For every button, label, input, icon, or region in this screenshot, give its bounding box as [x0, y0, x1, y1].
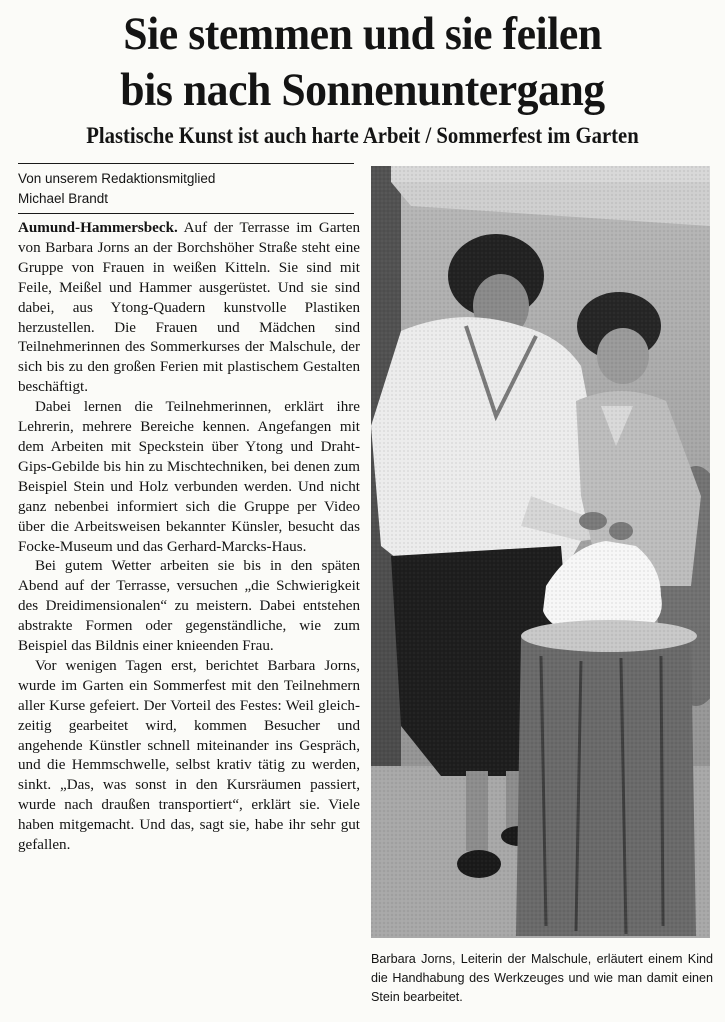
byline-line-1: Von unserem Redaktionsmitglied: [18, 171, 216, 186]
article-dateline: Aumund-Hammersbeck.: [18, 220, 178, 236]
byline-author-name: Michael Brandt: [18, 191, 109, 206]
article-paragraph-1-text: Auf der Terrasse im Garten von Barbara Jorns an der Borchshöher Straße steht eine Gruppe von Frauen in weißen Kitteln. Sie sind mit Feile, Meißel und Hammer ausgerüstet. Und sie sind dabei, aus Ytong-Quadern kunstvolle Plastiken herzustellen. Die Frauen und Mädchen sind Teilnehmerinnen des Sommerkurses der Malschule, der sich bis zu den großen Ferien mit plastischem Gestalten beschäftigt.: [18, 220, 360, 396]
headline: [25, 6, 699, 118]
subheadline: Plastische Kunst ist auch harte Arbeit / Sommerfest im Garten: [86, 123, 639, 148]
photo-caption: Barbara Jorns, Leiterin der Malschule, erläutert einem Kind die Handhabung des Werkzeuges und wie man damit einen Stein bearbeitet.: [371, 952, 713, 1004]
byline-top-rule: [18, 163, 354, 164]
photo-illustration: [371, 166, 710, 938]
article-paragraph-2: Dabei lernen die Teilnehmerinnen, erklärt ihre Lehrerin, mehrere Bereiche kennen. Angefangen mit dem Arbeiten mit Speckstein über Ytong und Draht-Gips-Gebilde bis hin zu Mischtechniken, bei denen zum Beispiel Stein und Holz verbunden werden. Und nicht ganz nebenbei informiert sich die Gruppe per Video über die Arbeitsweisen bekannter Künsler, besucht das Focke-Museum und das Gerhard-Marcks-Haus.: [18, 399, 360, 555]
article-paragraph-1: [18, 219, 360, 398]
article-paragraph-3: Bei gutem Wetter arbeiten sie bis in den späten Abend auf der Terrasse, versuchen „die Schwierigkeit des Dreidimensionalen“ zu meistern. Dabei entstehen abstrakte Formen oder gegenständliche, wie zum Beispiel das Bildnis einer knieenden Frau.: [18, 558, 360, 655]
byline-bottom-rule: [18, 213, 354, 214]
article-paragraph-4: Vor wenigen Tagen erst, berichtet Barbara Jorns, wurde im Garten ein Sommerfest mit den Teilnehmern aller Kurse gefeiert. Der Vorteil des Festes: Weil gleichzeitig gearbeitet wird, kommen Besucher und angehende Künstler schnell miteinander ins Gespräch, und die Hemmschwelle, selbst krativ tätig zu werden, sinkt. „Das, was sonst in den Kursräumen passiert, wurde nach draußen transportiert“, erklärt sie. Viele haben mitgemacht. Und das, sagt sie, habe ihr sehr gut gefallen.: [18, 657, 360, 854]
byline: [18, 169, 358, 209]
headline-line-2: bis nach Sonnenuntergang: [120, 64, 605, 116]
headline-line-1: Sie stemmen und sie feilen: [123, 8, 602, 60]
article-body: [18, 219, 360, 1009]
article-photo: [371, 166, 710, 938]
